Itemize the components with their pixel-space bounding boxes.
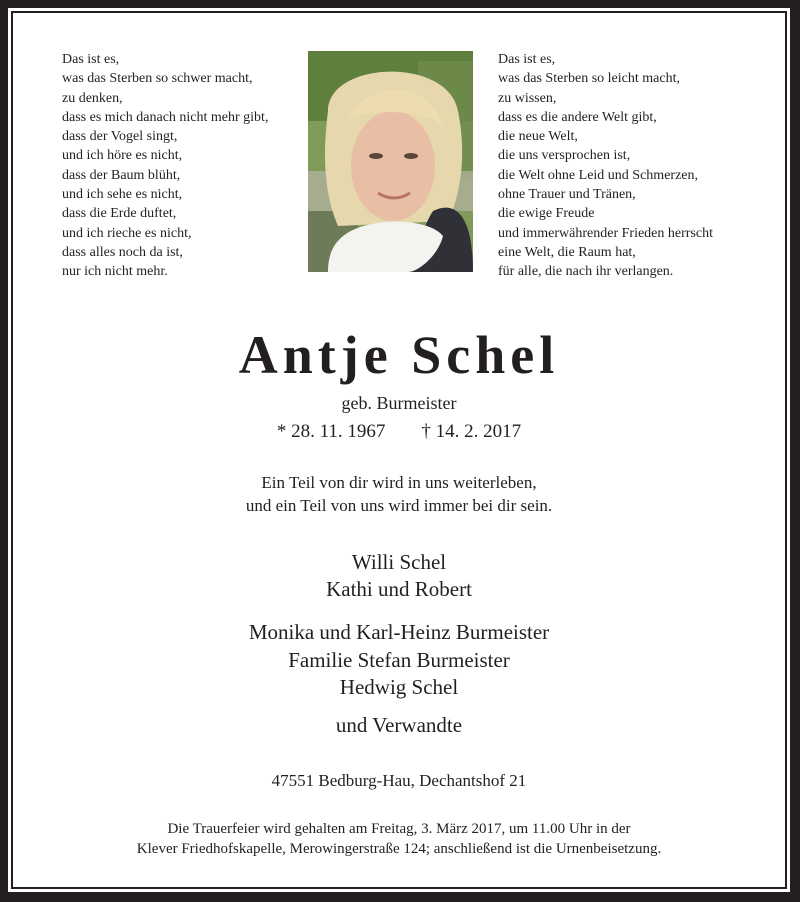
- portrait-photo: [308, 51, 473, 272]
- frame-gap: [8, 8, 790, 892]
- relatives-line: und Verwandte: [335, 713, 463, 737]
- poem-line: dass es mich danach nicht mehr gibt,: [62, 109, 269, 125]
- life-dates: [13, 421, 785, 443]
- service-line: Klever Friedhofskapelle, Merowingerstraße 124; anschließend ist die Urnenbeisetzung.: [136, 841, 662, 857]
- poem-line: und ich rieche es nicht,: [62, 225, 192, 241]
- poem-line: dass alles noch da ist,: [62, 244, 183, 260]
- poem-line: dass der Vogel singt,: [62, 129, 178, 145]
- maiden-name: geb. Burmeister: [341, 393, 457, 413]
- poem-left: [62, 50, 268, 282]
- memorial-quote: [13, 471, 785, 517]
- mourner-name: Willi Schel: [351, 550, 447, 574]
- poem-line: dass die Erde duftet,: [62, 206, 177, 222]
- poem-line: Das ist es,: [498, 52, 556, 67]
- poem-line: die neue Welt,: [498, 129, 578, 145]
- poem-line: und ich sehe es nicht,: [62, 187, 183, 203]
- poem-line: die Welt ohne Leid und Schmerzen,: [498, 167, 698, 183]
- poem-line: und immerwährender Frieden herrscht: [498, 225, 713, 241]
- poem-line: eine Welt, die Raum hat,: [498, 244, 636, 260]
- poem-line: ohne Trauer und Tränen,: [498, 187, 636, 203]
- poem-line: für alle, die nach ihr verlangen.: [498, 264, 674, 280]
- poem-line: die ewige Freude: [498, 206, 595, 222]
- mourner-name: Kathi und Robert: [326, 577, 472, 601]
- poem-line: zu denken,: [62, 90, 123, 106]
- poem-line: und ich höre es nicht,: [62, 148, 183, 164]
- mourner-name: Monika und Karl-Heinz Burmeister: [248, 620, 550, 644]
- mourner-name: Familie Stefan Burmeister: [288, 647, 510, 672]
- deceased-name: Antje Schel: [238, 325, 560, 385]
- poem-line: dass es die andere Welt gibt,: [498, 109, 657, 125]
- poem-line: dass der Baum blüht,: [62, 167, 181, 183]
- death-date: † 14. 2. 2017: [421, 421, 522, 442]
- service-line: Die Trauerfeier wird gehalten am Freitag, 3. März 2017, um 11.00 Uhr in der: [167, 821, 631, 837]
- birth-date: * 28. 11. 1967: [276, 421, 386, 442]
- poem-line: Das ist es,: [62, 52, 120, 67]
- mourner-name: Hedwig Schel: [339, 675, 459, 699]
- poem-line: was das Sterben so schwer macht,: [62, 71, 253, 87]
- poem-right: [498, 50, 713, 282]
- obituary-notice: [11, 11, 787, 889]
- mourners-group-1: [13, 549, 785, 603]
- poem-line: die uns versprochen ist,: [498, 148, 631, 164]
- funeral-service-info: [13, 819, 785, 859]
- mourners-group-2: [13, 619, 785, 702]
- quote-line: Ein Teil von dir wird in uns weiterleben,: [261, 473, 537, 492]
- address: 47551 Bedburg-Hau, Dechantshof 21: [271, 771, 527, 790]
- quote-line: und ein Teil von uns wird immer bei dir sein.: [245, 496, 553, 515]
- portrait-image: [308, 51, 473, 272]
- poem-line: nur ich nicht mehr.: [62, 264, 168, 280]
- poem-line: zu wissen,: [498, 90, 557, 106]
- poem-line: was das Sterben so leicht macht,: [498, 71, 680, 87]
